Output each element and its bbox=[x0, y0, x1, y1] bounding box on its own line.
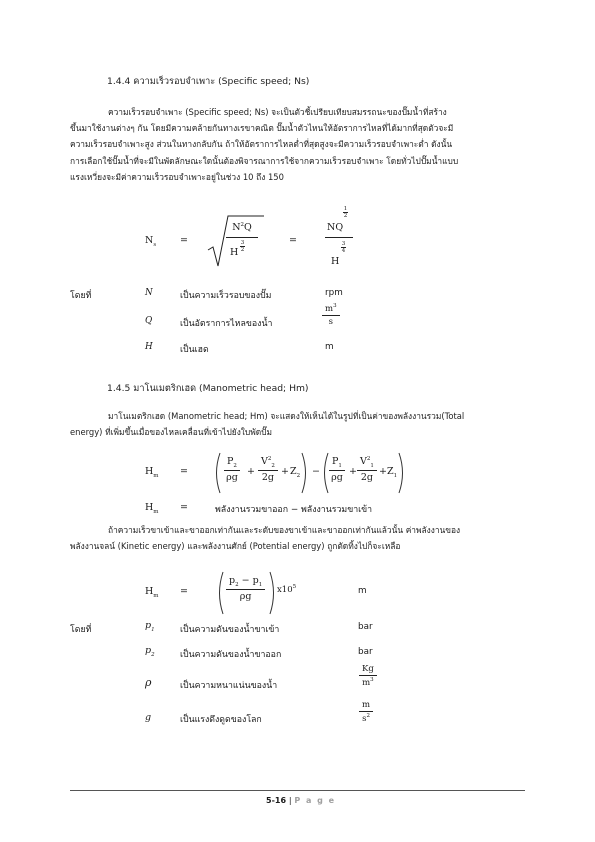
var-symbol: N bbox=[145, 288, 153, 298]
paragraph-line: พลังงานจลน์ (Kinetic energy) และพลังงานศักย์ (Potential energy) ถูกตัดทิ้งไปก็จะเหลือ bbox=[70, 541, 401, 552]
term-v2-over-2g: $\frac{V^2_2}{2g}$ bbox=[258, 456, 278, 483]
equation-unit: m bbox=[358, 586, 367, 596]
footer-rule bbox=[70, 790, 525, 791]
term-z1: $Z_1$ bbox=[387, 466, 398, 479]
section-heading-1-4-4: 1.4.4 ความเร็วรอบจำเพาะ (Specific speed; Ns) bbox=[107, 76, 310, 87]
fraction-bar bbox=[226, 237, 258, 238]
energy-difference-text: พลังงานรวมขาออก − พลังงานรวมขาเข้า bbox=[215, 505, 373, 515]
term-p1-over-rhog: $\frac{P_1}{\rho g}$ bbox=[329, 456, 345, 483]
var-unit-fraction: $\frac{m}{s^2}$ bbox=[359, 700, 373, 724]
var-unit: m bbox=[325, 342, 334, 352]
equals-sign: = bbox=[180, 502, 188, 513]
equals-sign: = bbox=[180, 235, 188, 246]
paragraph-line: ขึ้นมาใช้งานต่างๆ กัน โดยมีความคล้ายกันทางเรขาคณิต ปั๊มน้ำตัวไหนให้อัตราการไหลที่ได้มากที่สุดตัวจะมี bbox=[70, 123, 454, 134]
var-description: เป็นความเร็วรอบของปั๊ม bbox=[180, 291, 272, 301]
var-symbol: Q bbox=[145, 316, 153, 326]
eq2-denominator: H bbox=[331, 256, 340, 267]
var-description: เป็นความดันของน้ำขาออก bbox=[180, 650, 282, 660]
var-symbol: $p_1$ bbox=[145, 620, 155, 633]
eq1-denominator: H bbox=[230, 247, 239, 258]
equals-sign: = bbox=[180, 466, 188, 477]
left-paren bbox=[215, 571, 225, 615]
var-unit: bar bbox=[358, 622, 373, 632]
equals-sign: = bbox=[289, 235, 297, 246]
minus-sign: − bbox=[312, 466, 320, 477]
paragraph-line: การเลือกใช้ปั๊มน้ำที่จะมีในพัดลักษณะใดนั้นต้องพิจารณาการใช้จากความเร็วรอบจำเพาะ โดยทั่วไปปั๊มน้ำแบบ bbox=[70, 155, 459, 166]
right-paren bbox=[300, 452, 310, 494]
var-unit-fraction: $\frac{m^3}{s}$ bbox=[322, 303, 340, 327]
var-description: เป็นเฮด bbox=[180, 345, 209, 355]
plus-sign: + bbox=[349, 466, 357, 477]
section-heading-1-4-5: 1.4.5 มาโนเมตริกเฮด (Manometric head; Hm) bbox=[107, 383, 309, 394]
var-symbol: $p_2$ bbox=[145, 645, 155, 658]
footer-separator: | bbox=[288, 796, 292, 805]
eq1-numerator: $N^2Q$ bbox=[232, 222, 252, 234]
paragraph-line: ถ้าความเร็วขาเข้าและขาออกเท่ากันและระดับของขาเข้าและขาออกเท่ากันแล้วนั้น ค่าพลังงานของ bbox=[108, 525, 461, 535]
var-description: เป็นความหนาแน่นของน้ำ bbox=[180, 681, 278, 691]
hm-lhs: $H_m$ bbox=[145, 466, 159, 479]
fraction-bar bbox=[325, 237, 353, 238]
var-description: เป็นความดันของน้ำขาเข้า bbox=[180, 625, 280, 635]
term-v1-over-2g: $\frac{V^2_1}{2g}$ bbox=[357, 456, 377, 483]
var-unit: bar bbox=[358, 647, 373, 657]
plus-sign: + bbox=[379, 466, 387, 477]
multiplier: $x10^5$ bbox=[277, 584, 297, 595]
equation-ns-lhs: $N_s$ bbox=[145, 235, 157, 248]
term-p2-over-rhog: $\frac{P_2}{\rho g}$ bbox=[224, 456, 240, 483]
term-z2: $Z_2$ bbox=[290, 466, 301, 479]
where-label: โดยที่ bbox=[70, 625, 92, 635]
eq1-den-exponent: 3 2 bbox=[240, 240, 245, 253]
var-symbol: H bbox=[145, 342, 153, 352]
var-unit-fraction: $\frac{Kg}{m^3}$ bbox=[359, 664, 377, 688]
var-unit: rpm bbox=[325, 288, 343, 298]
equals-sign: = bbox=[180, 586, 188, 597]
paragraph-line: ความเร็วรอบจำเพาะสูง ส่วนในทางกลับกัน ถ้าให้อัตราการไหลต่ำที่สุดสูงจะมีความเร็วรอบจำเพาะต่ำ ดังนั้น bbox=[70, 139, 453, 150]
var-description: เป็นแรงดึงดูดของโลก bbox=[180, 715, 262, 725]
var-description: เป็นอัตราการไหลของน้ำ bbox=[180, 319, 273, 329]
paragraph-line: แรงเหวี่ยงจะมีค่าความเร็วรอบจำเพาะอยู่ในช่วง 10 ถึง 150 bbox=[70, 171, 284, 182]
left-paren bbox=[212, 452, 222, 494]
page-footer bbox=[266, 796, 336, 805]
plus-sign: + bbox=[247, 466, 255, 477]
paragraph-simplification bbox=[70, 522, 540, 554]
page-label: P a g e bbox=[294, 796, 336, 805]
var-symbol: ρ bbox=[145, 676, 152, 689]
where-label: โดยที่ bbox=[70, 291, 92, 301]
paragraph-line: มาโนเมตริกเฮด (Manometric head; Hm) จะแสดงให้เห็นได้ในรูปที่เป็นค่าของพลังงานรวม(Total bbox=[108, 411, 465, 421]
hm-lhs: $H_m$ bbox=[145, 502, 159, 515]
right-paren bbox=[397, 452, 407, 494]
term-dp-over-rhog: $\frac{p_2 - p_1}{\rho g}$ bbox=[226, 575, 265, 602]
var-symbol: g bbox=[145, 712, 152, 723]
paragraph-line: ความเร็วรอบจำเพาะ (Specific speed; Ns) จะเป็นตัวชี้เปรียบเทียบสมรรถนะของปั๊มน้ำที่สร้าง bbox=[108, 107, 447, 117]
plus-sign: + bbox=[281, 466, 289, 477]
paragraph-manometric-head bbox=[70, 408, 540, 440]
eq2-num-exponent: 1 2 bbox=[343, 206, 348, 219]
page-number: 5-16 bbox=[266, 796, 287, 805]
paragraph-specific-speed bbox=[70, 104, 540, 185]
eq2-den-exponent: 3 4 bbox=[341, 241, 346, 254]
eq2-numerator: NQ bbox=[327, 222, 344, 233]
paragraph-line: energy) ที่เพิ่มขึ้นเมื่อของไหลเคลื่อนที่เข้าไปยังใบพัดปั๊ม bbox=[70, 427, 272, 438]
hm-lhs: $H_m$ bbox=[145, 586, 159, 599]
